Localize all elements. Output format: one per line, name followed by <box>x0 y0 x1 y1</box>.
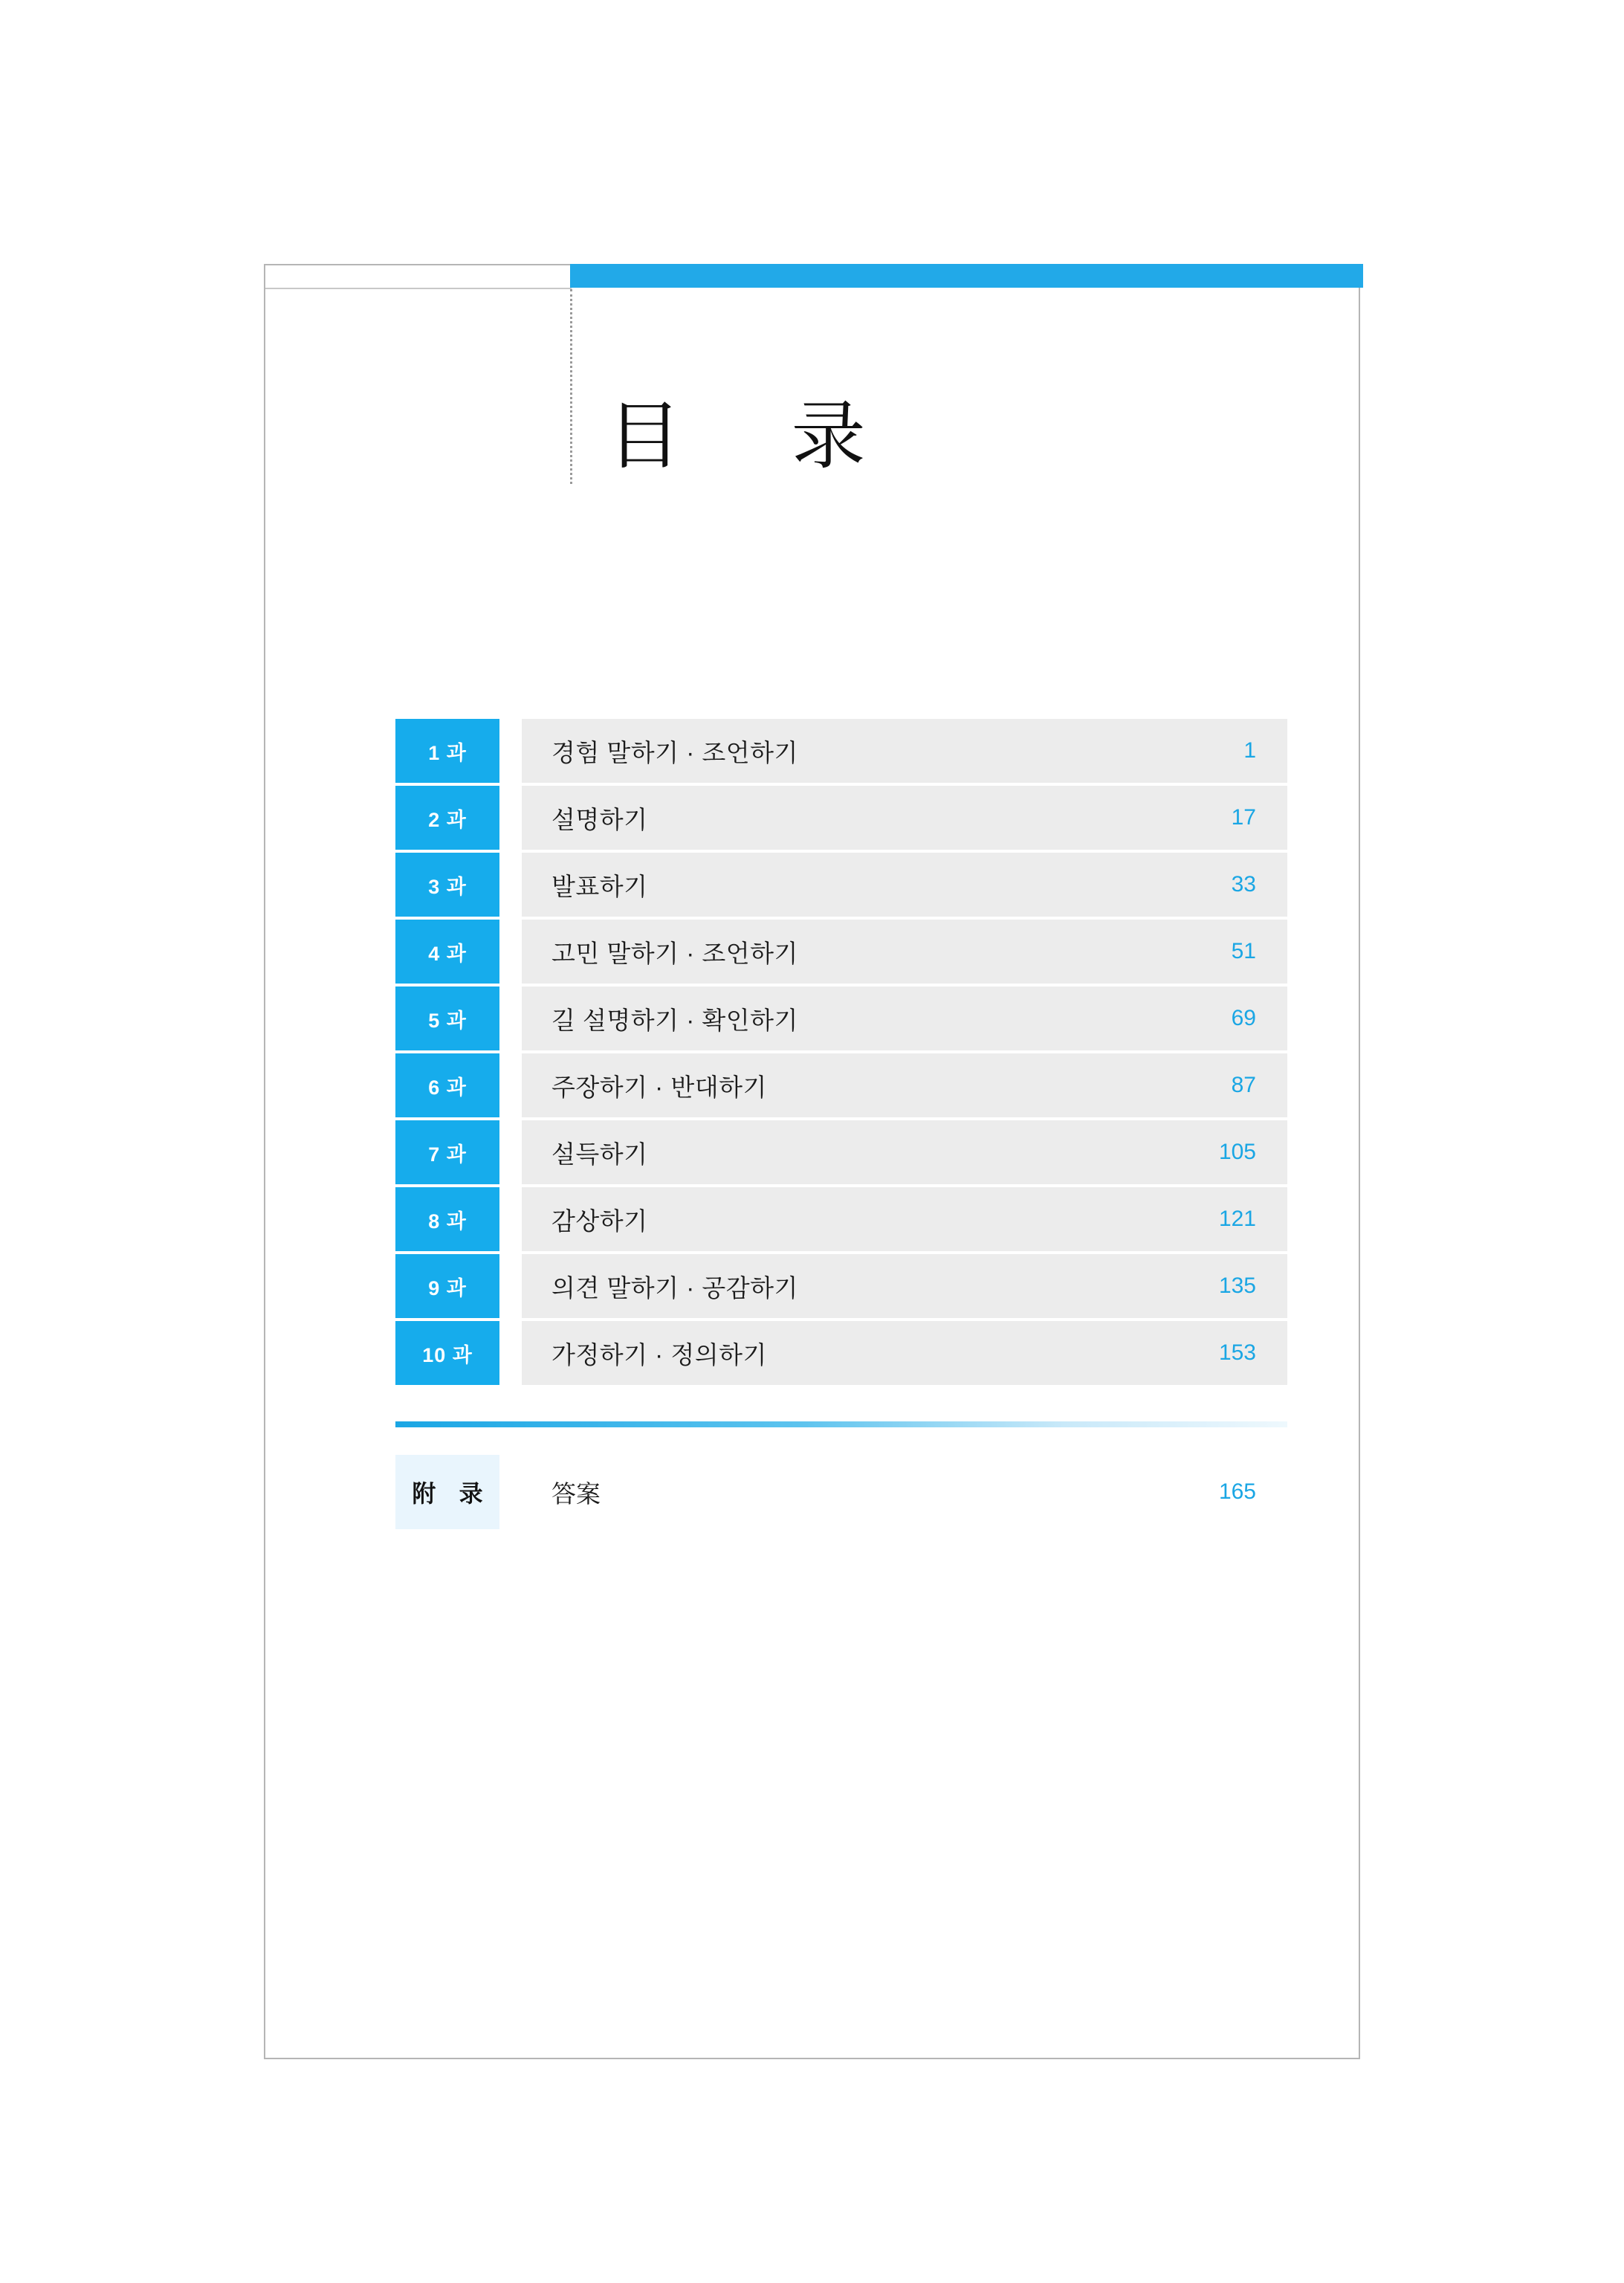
row-title: 감상하기 <box>551 1207 648 1235</box>
row-page-number: 105 <box>1218 1140 1256 1164</box>
row-body <box>522 920 1287 984</box>
appendix-tag: 附 录 <box>395 1455 499 1529</box>
row-body <box>522 853 1287 917</box>
row-title: 길 설명하기 · 확인하기 <box>551 1006 798 1034</box>
row-body <box>522 786 1287 850</box>
row-title: 의견 말하기 · 공감하기 <box>551 1273 798 1302</box>
lesson-tag: 3 과 <box>395 853 499 917</box>
section-divider <box>395 1421 1287 1427</box>
lesson-tag: 1 과 <box>395 719 499 783</box>
lesson-tag: 4 과 <box>395 920 499 984</box>
lesson-tag: 10 과 <box>395 1321 499 1385</box>
row-title: 발표하기 <box>551 872 648 900</box>
appendix-title: 答案 <box>551 1479 601 1508</box>
row-title: 고민 말하기 · 조언하기 <box>551 939 798 967</box>
table-row[interactable] <box>395 1254 1287 1318</box>
corner-strip <box>265 288 572 289</box>
appendix-row[interactable] <box>395 1455 1287 1529</box>
lesson-tag: 6 과 <box>395 1053 499 1117</box>
row-body <box>522 986 1287 1050</box>
row-title: 가정하기 · 정의하기 <box>551 1340 767 1369</box>
toc-list <box>395 719 1287 1388</box>
row-page-number: 17 <box>1231 805 1256 830</box>
row-body <box>522 1254 1287 1318</box>
table-row[interactable] <box>395 1321 1287 1385</box>
row-title: 설명하기 <box>551 805 648 833</box>
row-body <box>522 1120 1287 1184</box>
row-body <box>522 1187 1287 1251</box>
table-row[interactable] <box>395 853 1287 917</box>
appendix-page-number: 165 <box>1218 1479 1256 1504</box>
row-page-number: 1 <box>1243 738 1256 763</box>
row-page-number: 33 <box>1231 872 1256 897</box>
lesson-tag: 8 과 <box>395 1187 499 1251</box>
lesson-tag: 2 과 <box>395 786 499 850</box>
row-page-number: 69 <box>1231 1006 1256 1030</box>
row-title: 설득하기 <box>551 1140 648 1168</box>
row-title: 경험 말하기 · 조언하기 <box>551 738 798 766</box>
table-row[interactable] <box>395 1053 1287 1117</box>
row-page-number: 87 <box>1231 1073 1256 1097</box>
dotted-divider <box>570 289 572 484</box>
row-page-number: 135 <box>1218 1273 1256 1298</box>
row-page-number: 153 <box>1218 1340 1256 1365</box>
row-page-number: 51 <box>1231 939 1256 963</box>
row-body <box>522 1053 1287 1117</box>
lesson-tag: 5 과 <box>395 986 499 1050</box>
table-row[interactable] <box>395 920 1287 984</box>
row-page-number: 121 <box>1218 1207 1256 1231</box>
row-title: 주장하기 · 반대하기 <box>551 1073 767 1101</box>
row-body <box>522 719 1287 783</box>
table-row[interactable] <box>395 1187 1287 1251</box>
table-row[interactable] <box>395 719 1287 783</box>
page-title: 目 录 <box>607 393 887 479</box>
table-row[interactable] <box>395 786 1287 850</box>
lesson-tag: 9 과 <box>395 1254 499 1318</box>
lesson-tag: 7 과 <box>395 1120 499 1184</box>
table-row[interactable] <box>395 1120 1287 1184</box>
row-body <box>522 1321 1287 1385</box>
table-row[interactable] <box>395 986 1287 1050</box>
header-bar <box>570 264 1363 288</box>
page-sheet <box>264 264 1360 2059</box>
